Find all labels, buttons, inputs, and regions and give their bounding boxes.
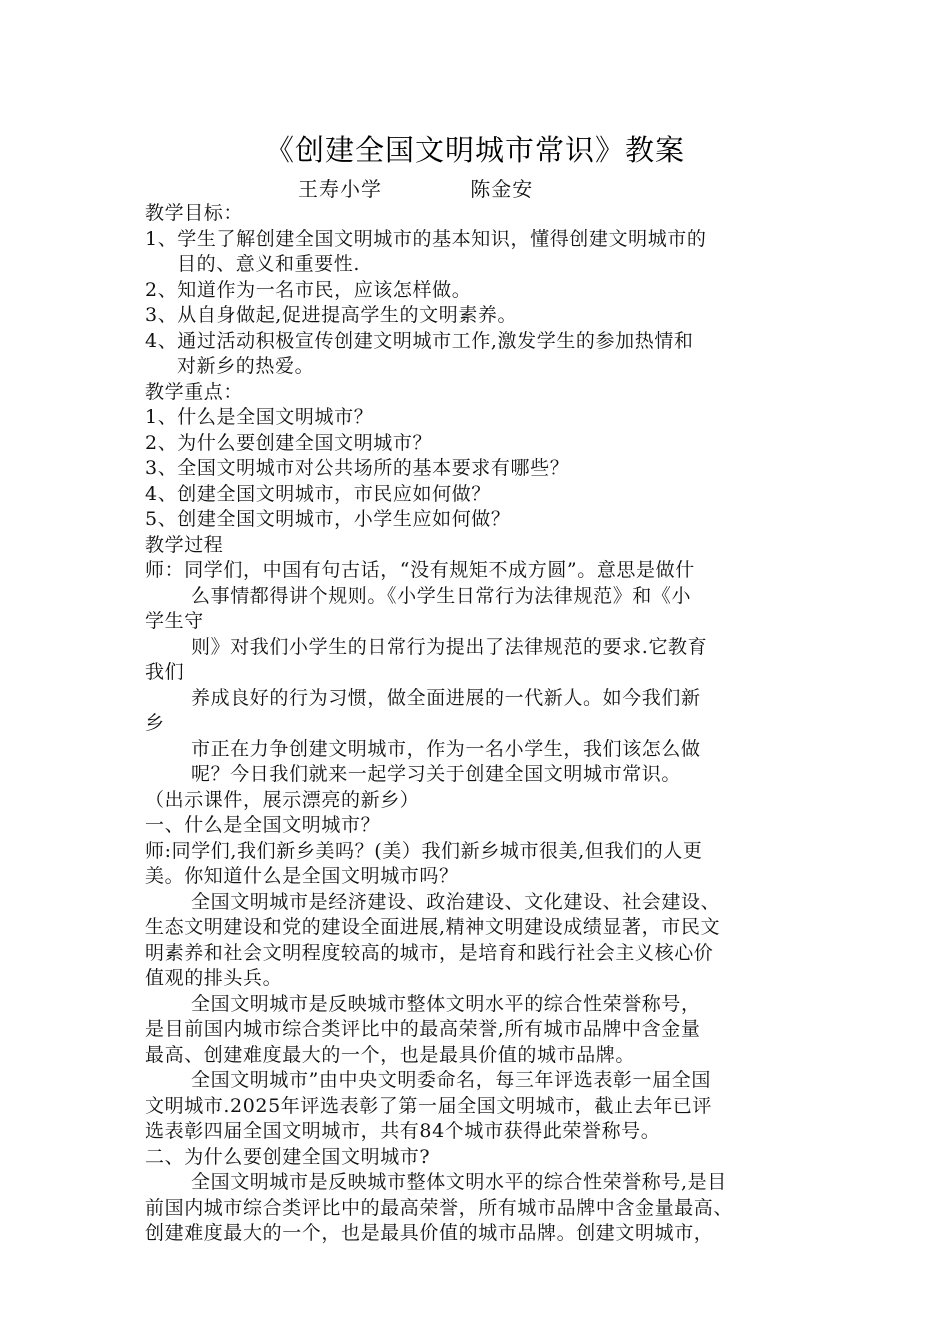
text-line: 全国文明城市是经济建设、政治建设、文化建设、社会建设、 [191,890,721,913]
text-line: 师：同学们，中国有句古话，“没有规矩不成方圆”。意思是做什 [145,559,695,581]
text-line: 教学过程 [145,533,224,556]
text-line: 创建难度最大的一个，也是最具价值的城市品牌。创建文明城市， [145,1222,714,1244]
text-line: 养成良好的行为习惯，做全面进展的一代新人。如今我们新 [191,686,701,709]
text-line: 前国内城市综合类评比中的最高荣誉，所有城市品牌中含金量最高、 [145,1196,734,1219]
text-line: 明素养和社会文明程度较高的城市，是培育和践行社会主义核心价 [145,941,714,964]
text-line: 是目前国内城市综合类评比中的最高荣誉,所有城市品牌中含金量 [145,1018,701,1040]
text-line: 全国文明城市是反映城市整体文明水平的综合性荣誉称号,是目 [191,1171,727,1193]
text-line: 么事情都得讲个规则。《小学生日常行为法律规范》和《小 [191,584,692,607]
text-line: 市正在力争创建文明城市，作为一名小学生，我们该怎么做 [191,737,701,760]
text-line: 2、为什么要创建全国文明城市？ [145,431,433,454]
text-line: 呢？今日我们就来一起学习关于创建全国文明城市常识。 [191,763,682,785]
text-line: 二、为什么要创建全国文明城市? [145,1145,431,1168]
text-line: 乡 [145,712,165,734]
text-line: 文明城市.2025年评选表彰了第一届全国文明城市，截止去年已评 [145,1094,712,1117]
text-line: 则》对我们小学生的日常行为提出了法律规范的要求.它教育 [191,635,708,658]
text-line: 1、学生了解创建全国文明城市的基本知识，懂得创建文明城市的 [145,227,707,250]
text-line: 一、什么是全国文明城市？ [145,814,381,836]
text-line: 教学目标： [145,202,244,224]
text-line: 我们 [145,661,185,683]
text-line: 对新乡的热爱。 [177,355,315,377]
text-line: 师:同学们,我们新乡美吗？(美）我们新乡城市很美,但我们的人更 [145,839,703,862]
text-line: 生态文明建设和党的建设全面进展,精神文明建设成绩显著，市民文 [145,916,721,938]
text-line: 1、什么是全国文明城市？ [145,406,374,428]
text-line: 美。你知道什么是全国文明城市吗？ [145,865,459,887]
text-line: 3、全国文明城市对公共场所的基本要求有哪些？ [145,457,570,479]
author-line: 王寿小学 陈金安 [298,177,534,201]
text-line: 2、知道作为一名市民，应该怎样做。 [145,278,472,301]
text-line: 选表彰四届全国文明城市，共有84个城市获得此荣誉称号。 [145,1120,661,1142]
text-line: 5、创建全国文明城市，小学生应如何做？ [145,508,511,530]
document-body [145,201,825,1247]
text-line: 教学重点： [145,380,244,403]
text-line: 值观的排头兵。 [145,967,283,989]
document-title: 《创建全国文明城市常识》教案 [264,133,685,167]
text-line: （出示课件，展示漂亮的新乡） [145,788,420,811]
text-line: 目的、意义和重要性. [177,253,361,275]
text-line: 全国文明城市是反映城市整体文明水平的综合性荣誉称号， [191,992,701,1015]
text-line: 4、通过活动积极宣传创建文明城市工作,激发学生的参加热情和 [145,329,694,352]
text-line: 最高、创建难度最大的一个，也是最具价值的城市品牌。 [145,1043,636,1066]
text-line: 4、创建全国文明城市，市民应如何做？ [145,482,491,505]
text-line: 全国文明城市”由中央文明委命名，每三年评选表彰一届全国 [191,1069,711,1091]
text-line: 3、从自身做起,促进提高学生的文明素养。 [145,304,518,326]
text-line: 学生守 [145,610,204,632]
